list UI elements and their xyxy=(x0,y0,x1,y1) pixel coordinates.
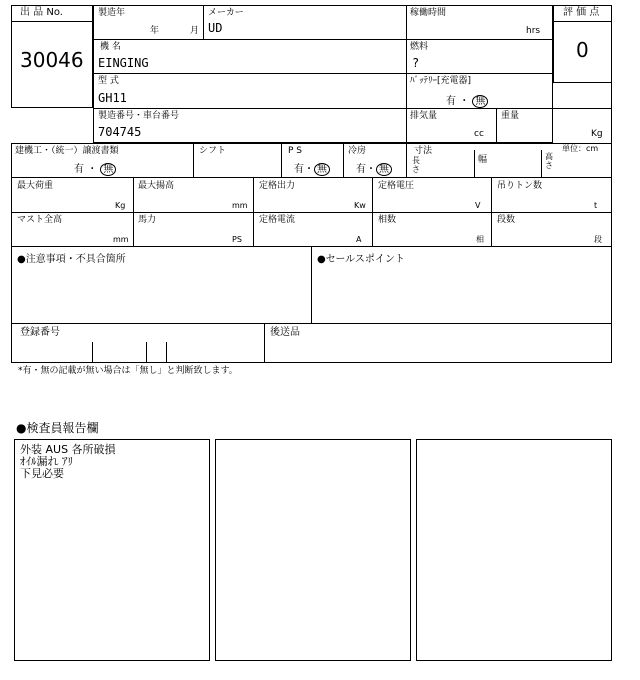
v-len xyxy=(474,150,475,177)
dims-label: 寸法 xyxy=(414,146,433,156)
v-notes xyxy=(311,247,312,324)
horsepower-unit: PS xyxy=(232,235,242,244)
transfer-choice xyxy=(74,160,116,176)
report-box-2 xyxy=(215,439,411,661)
max-lift-label: 最大揚高 xyxy=(138,181,175,191)
rated-output-label: 定格出力 xyxy=(259,181,296,191)
hours-label: 稼働時間 xyxy=(410,8,447,18)
year-unit: 年 xyxy=(150,26,160,36)
stages-label: 段数 xyxy=(497,215,516,225)
serial-value: 704745 xyxy=(98,125,142,139)
rating-value: 0 xyxy=(576,38,589,62)
model-name-label: 機 名 xyxy=(100,42,121,52)
displacement-unit: cc xyxy=(474,129,484,139)
month-unit: 月 xyxy=(190,26,200,36)
ps-yes: 有 xyxy=(294,164,304,175)
v-b4 xyxy=(491,177,492,247)
ac-choice xyxy=(356,160,392,176)
crane-ton-label: 吊りトン数 xyxy=(497,181,543,191)
col-line-weight xyxy=(496,108,497,143)
notes-label: ●注意事項・不具合箇所 xyxy=(17,254,126,265)
rated-current-unit: A xyxy=(356,235,362,244)
weight-right-border xyxy=(553,83,612,143)
transfer-label: 建機工・（統一）譲渡書類 xyxy=(15,146,119,156)
maker-value: UD xyxy=(208,21,223,35)
crane-ton-unit: t xyxy=(594,201,598,210)
model-name-value: EINGING xyxy=(98,56,149,70)
shipping-label: 後送品 xyxy=(270,327,300,338)
ps-choice xyxy=(294,160,330,176)
middle-grid xyxy=(11,143,612,247)
registration-label: 登録番号 xyxy=(20,327,60,338)
report-title: ●検査員報告欄 xyxy=(16,421,99,435)
battery-no-circled: 無 xyxy=(472,95,488,108)
mid-row-1 xyxy=(11,177,612,178)
weight-label: 重量 xyxy=(501,111,520,121)
ps-no-circled: 無 xyxy=(314,163,330,176)
length-label: 長 さ xyxy=(412,156,420,174)
ac-yes: 有 xyxy=(356,164,366,175)
rating-divider xyxy=(553,21,612,22)
registration-grid xyxy=(11,324,612,363)
row-line-1 xyxy=(93,39,553,40)
max-load-label: 最大荷重 xyxy=(17,181,54,191)
v-b1 xyxy=(133,177,134,247)
width-label: 幅 xyxy=(478,155,488,165)
v-ac xyxy=(406,143,407,177)
mast-height-label: マスト全高 xyxy=(17,215,63,225)
rated-output-unit: Kw xyxy=(354,201,366,210)
mid-row-2 xyxy=(11,212,612,213)
type-value: GH11 xyxy=(98,91,127,105)
stages-unit: 段 xyxy=(594,235,602,244)
sales-label: ●セールスポイント xyxy=(317,254,405,265)
report-box-3 xyxy=(416,439,612,661)
hours-unit: hrs xyxy=(526,26,541,36)
col-line-year-maker xyxy=(203,5,204,39)
battery-sep: ・ xyxy=(459,96,470,107)
year-label: 製造年 xyxy=(98,8,126,18)
height-label: 高 さ xyxy=(545,152,553,170)
row-line-2 xyxy=(93,73,553,74)
report-text-1: 外装 AUS 各所破損 ｵｲﾙ漏れ ｱﾘ 下見必要 xyxy=(20,443,116,480)
dims-unit-note: 単位：cm xyxy=(562,144,599,153)
main-upper-grid xyxy=(93,5,553,143)
v-wid xyxy=(541,150,542,177)
v-b2 xyxy=(253,177,254,247)
ps-sep: ・ xyxy=(304,164,314,175)
transfer-yes: 有 xyxy=(74,164,84,175)
lot-no-divider xyxy=(11,21,93,22)
col-line-mid xyxy=(406,5,407,143)
transfer-no-circled: 無 xyxy=(100,163,116,176)
battery-yes: 有 xyxy=(446,96,456,107)
ac-no-circled: 無 xyxy=(376,163,392,176)
v-reg-c xyxy=(166,342,167,363)
horsepower-label: 馬力 xyxy=(138,215,157,225)
fuel-value: ? xyxy=(412,56,420,70)
battery-label: ﾊﾞｯﾃﾘｰ[充電器] xyxy=(410,76,472,86)
maker-label: メーカー xyxy=(208,8,244,18)
v-transfer xyxy=(193,143,194,177)
v-reg xyxy=(264,324,265,363)
max-load-unit: Kg xyxy=(115,201,126,210)
type-label: 型 式 xyxy=(98,76,119,86)
v-reg-b xyxy=(146,342,147,363)
ps-label: P S xyxy=(288,146,303,156)
displacement-label: 排気量 xyxy=(410,111,438,121)
v-shift xyxy=(281,143,282,177)
lot-no-value: 30046 xyxy=(20,48,84,72)
v-b3 xyxy=(372,177,373,247)
ac-label: 冷房 xyxy=(348,146,367,156)
footnote: *有・無の記載が無い場合は「無し」と判断致します。 xyxy=(18,366,238,376)
max-lift-unit: mm xyxy=(232,201,248,210)
ac-sep: ・ xyxy=(366,164,376,175)
weight-unit: Kg xyxy=(591,129,603,139)
serial-label: 製造番号・車台番号 xyxy=(98,111,180,121)
v-ps xyxy=(343,143,344,177)
rated-voltage-unit: V xyxy=(475,201,481,210)
fuel-label: 燃料 xyxy=(410,42,429,52)
phase-label: 相数 xyxy=(378,215,397,225)
shift-label: シフト xyxy=(199,146,227,156)
transfer-sep: ・ xyxy=(87,164,98,175)
rated-voltage-label: 定格電圧 xyxy=(378,181,415,191)
v-reg-a xyxy=(92,342,93,363)
battery-choice xyxy=(446,92,488,108)
mast-height-unit: mm xyxy=(113,235,129,244)
row-line-3 xyxy=(93,108,612,109)
lot-no-label: 出 品 No. xyxy=(20,7,63,18)
rated-current-label: 定格電流 xyxy=(259,215,296,225)
phase-unit: 相 xyxy=(476,235,484,244)
rating-label: 評 価 点 xyxy=(563,7,600,18)
